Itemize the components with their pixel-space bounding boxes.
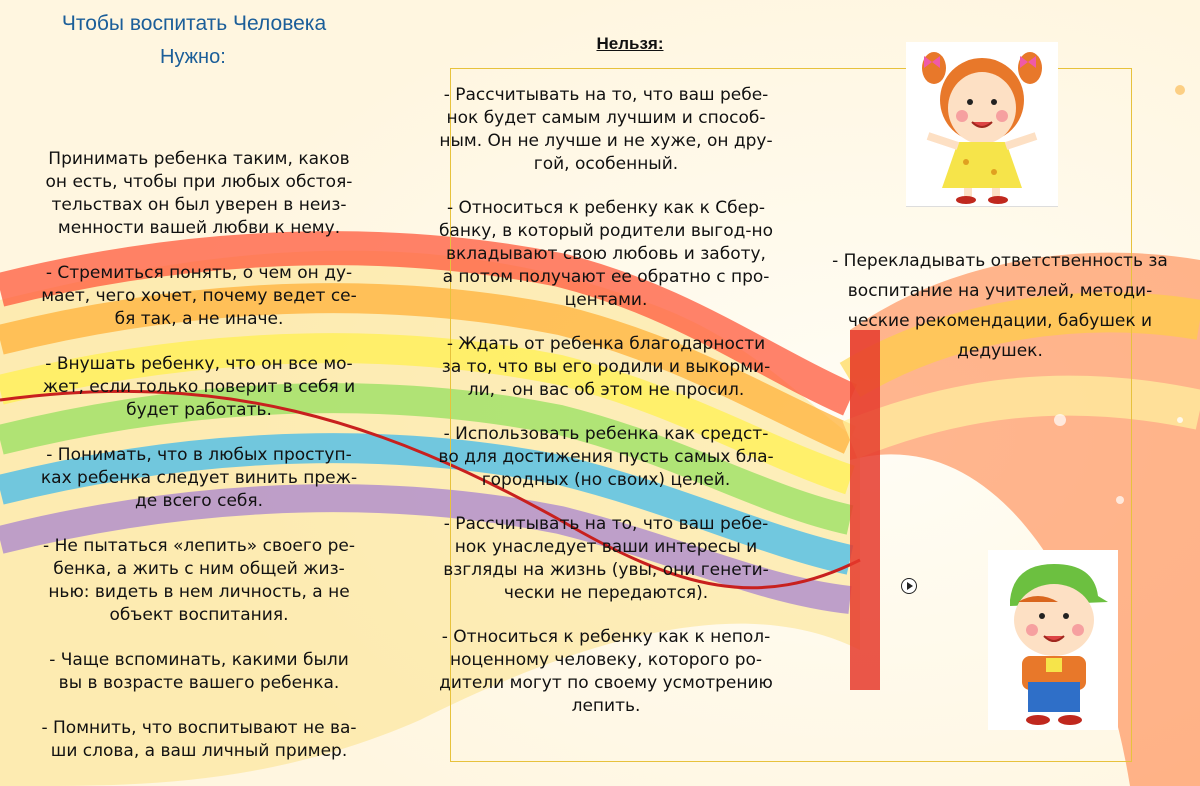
text-line: объект воспитания.	[109, 605, 289, 625]
text-block	[430, 333, 782, 402]
text-block	[18, 717, 380, 763]
text-block	[18, 353, 380, 422]
text-line: - Помнить, что воспитывают не ва-	[41, 718, 357, 738]
text-line: мает, чего хочет, почему ведет се-	[41, 286, 357, 306]
text-block	[820, 246, 1180, 366]
text-block	[18, 649, 380, 695]
girl-icon	[906, 42, 1058, 206]
page-subtitle: Нужно:	[160, 46, 226, 68]
text-line: лепить.	[571, 696, 641, 716]
text-line: Принимать ребенка таким, каков	[48, 149, 350, 169]
text-line: банку, в который родители выгод-но	[438, 221, 774, 241]
text-block	[430, 513, 782, 605]
text-line: - Перекладывать ответственность за	[832, 251, 1168, 271]
text-line: жет, если только поверит в себя и	[42, 377, 356, 397]
middle-title: Нельзя:	[596, 34, 664, 53]
text-line: вкладывают свою любовь и заботу,	[446, 244, 766, 264]
text-line: во для достижения пусть самых бла-	[438, 447, 774, 467]
text-block	[18, 148, 380, 240]
text-line: ческие рекомендации, бабушек и	[847, 311, 1153, 331]
text-line: ноценному человеку, которого ро-	[449, 650, 763, 670]
text-line: воспитание на учителей, методи-	[847, 281, 1153, 301]
text-line: городных (но своих) целей.	[481, 470, 731, 490]
text-block	[430, 84, 782, 176]
text-line: нок унаследует ваши интересы и	[454, 537, 758, 557]
text-line: - Чаще вспоминать, какими были	[49, 650, 349, 670]
text-line: вы в возрасте вашего ребенка.	[58, 673, 340, 693]
text-line: бя так, а не иначе.	[114, 309, 284, 329]
boy-illustration	[988, 550, 1118, 730]
page-title: Чтобы воспитать Человека	[61, 12, 327, 35]
text-line: - Понимать, что в любых проступ-	[46, 445, 352, 465]
girl-illustration	[906, 42, 1058, 207]
boy-icon	[988, 550, 1118, 730]
text-line: - Внушать ребенку, что он все мо-	[45, 354, 353, 374]
text-line: - Использовать ребенка как средст-	[443, 424, 769, 444]
text-line: гой, особенный.	[533, 154, 679, 174]
text-line: нью: видеть в нем личность, а не	[48, 582, 350, 602]
text-line: за то, что вы его родили и выкорми-	[441, 357, 771, 377]
text-line: - Не пытаться «лепить» своего ре-	[43, 536, 355, 556]
text-block	[18, 444, 380, 513]
text-line: ли, - он вас об этом не просил.	[467, 380, 745, 400]
play-icon[interactable]	[901, 578, 917, 594]
text-line: - Относиться к ребенку как к непол-	[441, 627, 771, 647]
text-line: центами.	[564, 290, 648, 310]
text-line: ках ребенка следует винить преж-	[40, 468, 358, 488]
text-block	[430, 423, 782, 492]
text-line: тельствах он был уверен в неиз-	[51, 195, 347, 215]
text-line: бенка, а жить с ним общей жиз-	[53, 559, 345, 579]
left-column	[18, 148, 380, 763]
text-block	[18, 262, 380, 331]
text-line: - Рассчитывать на то, что ваш ребе-	[443, 514, 769, 534]
text-line: де всего себя.	[134, 491, 264, 511]
text-line: - Стремиться понять, о чем он ду-	[45, 263, 353, 283]
text-block	[18, 535, 380, 627]
right-column	[820, 246, 1180, 366]
text-line: будет работать.	[126, 400, 272, 420]
text-line: ши слова, а ваш личный пример.	[50, 741, 348, 761]
text-line: - Ждать от ребенка благодарности	[446, 334, 766, 354]
text-line: а потом получают ее обратно с про-	[442, 267, 770, 287]
middle-column	[430, 84, 782, 718]
text-block	[430, 197, 782, 312]
text-line: чески не передаются).	[503, 583, 709, 603]
text-line: - Относиться к ребенку как к Сбер-	[446, 198, 766, 218]
text-line: нок будет самым лучшим и способ-	[446, 108, 766, 128]
text-line: он есть, чтобы при любых обстоя-	[45, 172, 353, 192]
text-line: менности вашей любви к нему.	[57, 218, 341, 238]
text-block	[430, 626, 782, 718]
text-line: взгляды на жизнь (увы, они генети-	[443, 560, 769, 580]
text-line: - Рассчитывать на то, что ваш ребе-	[443, 85, 769, 105]
text-line: ным. Он не лучше и не хуже, он дру-	[439, 131, 773, 151]
text-line: дедушек.	[957, 341, 1043, 361]
text-line: дители могут по своему усмотрению	[439, 673, 773, 693]
